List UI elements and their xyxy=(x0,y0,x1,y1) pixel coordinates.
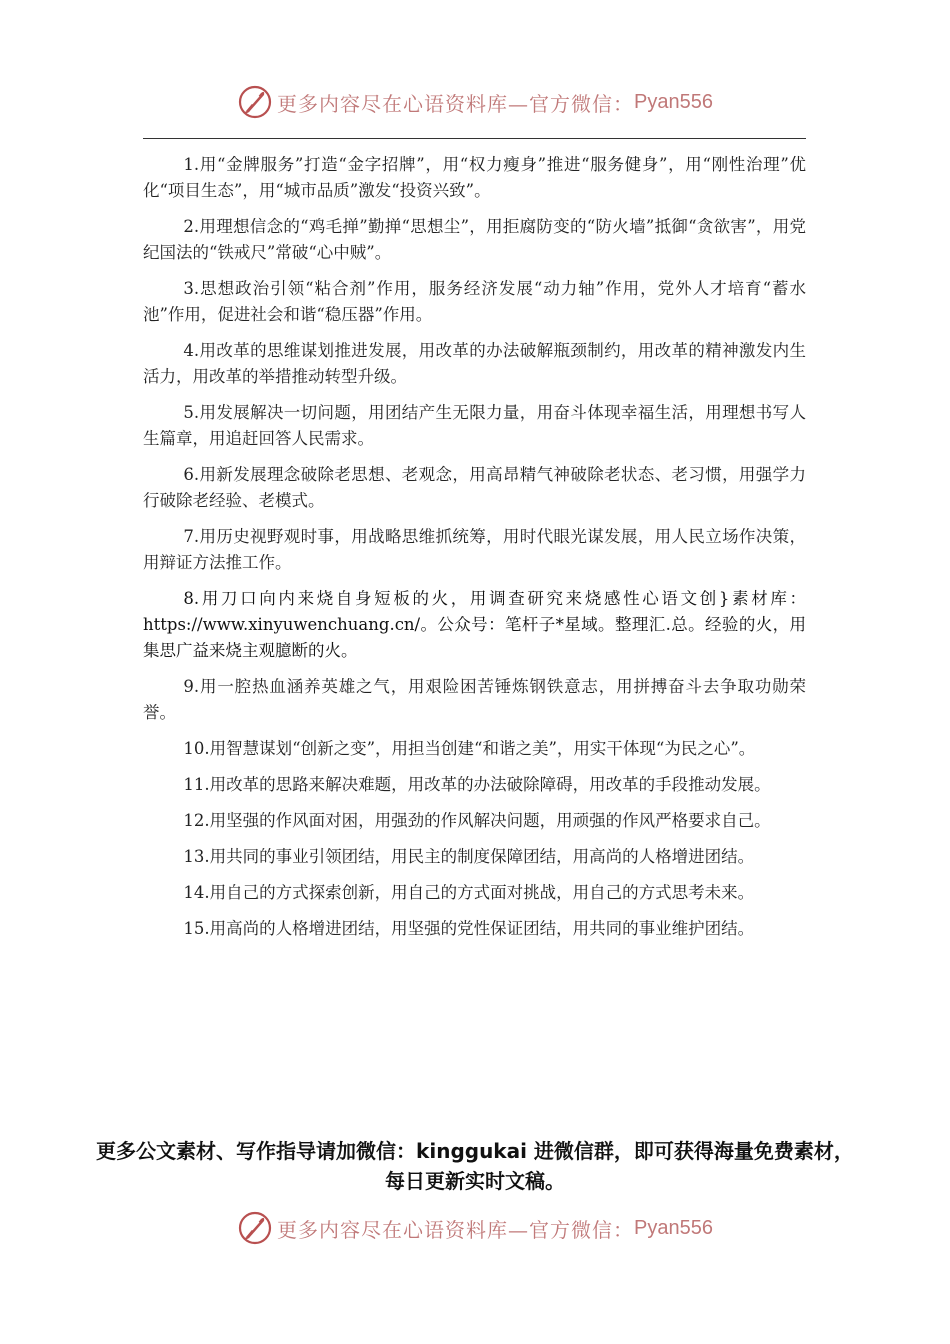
watermark-text: 更多内容尽在心语资料库—官方微信： xyxy=(277,1217,635,1242)
paragraph-14: 14.用自己的方式探索创新，用自己的方式面对挑战，用自己的方式思考未来。 xyxy=(183,883,755,902)
paragraph-2: 2.用理想信念的“鸡毛掸”勤掸“思想尘”，用拒腐防变的“防火墙”抵御“贪欲害”，用党纪国法的“铁戒尺”常破“心中贼”。 xyxy=(143,217,806,262)
paragraph-6: 6.用新发展理念破除老思想、老观念，用高昂精气神破除老状态、老习惯，用强学力行破除老经验、老模式。 xyxy=(143,465,806,510)
watermark-wechat-id: Pyan556 xyxy=(634,90,713,113)
paragraph-12: 12.用坚强的作风面对困，用强劲的作风解决问题，用顽强的作风严格要求自己。 xyxy=(183,811,771,830)
paragraph-7: 7.用历史视野观时事，用战略思维抓统筹，用时代眼光谋发展，用人民立场作决策，用辩证方法推工作。 xyxy=(143,527,806,572)
quill-pen-icon xyxy=(237,84,273,120)
header-divider xyxy=(143,138,806,139)
header-watermark xyxy=(0,82,950,122)
paragraph-10: 10.用智慧谋划“创新之变”，用担当创建“和谐之美”，用实干体现“为民之心”。 xyxy=(183,739,756,758)
paragraph-3: 3.思想政治引领“粘合剂”作用，服务经济发展“动力轴”作用，党外人才培育“蓄水池”作用，促进社会和谐“稳压器”作用。 xyxy=(143,279,806,324)
paragraph-8: 8.用刀口向内来烧自身短板的火，用调查研究来烧感性心语文创}素材库：https://www.xinyuwenchuang.cn/。公众号：笔杆子*星域。整理汇.总。经验的火，用集思广益来烧主观臆断的火。 xyxy=(143,589,806,660)
watermark-wechat-id: Pyan556 xyxy=(634,1216,713,1239)
paragraph-9: 9.用一腔热血涵养英雄之气，用艰险困苦锤炼钢铁意志，用拼搏奋斗去争取功勋荣誉。 xyxy=(143,677,806,722)
footer-watermark xyxy=(0,1208,950,1248)
watermark-text: 更多内容尽在心语资料库—官方微信： xyxy=(277,91,635,116)
paragraph-11: 11.用改革的思路来解决难题，用改革的办法破除障碍，用改革的手段推动发展。 xyxy=(183,775,771,794)
quill-pen-icon xyxy=(237,1210,273,1246)
paragraph-15: 15.用高尚的人格增进团结，用坚强的党性保证团结，用共同的事业维护团结。 xyxy=(183,919,755,938)
paragraph-13: 13.用共同的事业引领团结，用民主的制度保障团结，用高尚的人格增进团结。 xyxy=(183,847,755,866)
document-body xyxy=(143,152,806,952)
paragraph-4: 4.用改革的思维谋划推进发展，用改革的办法破解瓶颈制约，用改革的精神激发内生活力，用改革的举措推动转型升级。 xyxy=(143,341,806,386)
paragraph-5: 5.用发展解决一切问题，用团结产生无限力量，用奋斗体现幸福生活，用理想书写人生篇章，用追赶回答人民需求。 xyxy=(143,403,806,448)
paragraph-1: 1.用“金牌服务”打造“金字招牌”，用“权力瘦身”推进“服务健身”，用“刚性治理”优化“项目生态”，用“城市品质”激发“投资兴致”。 xyxy=(143,155,806,200)
footer-promo-note: 更多公文素材、写作指导请加微信：kinggukai 进微信群，即可获得海量免费素材，每日更新实时文稿。 xyxy=(96,1139,854,1193)
